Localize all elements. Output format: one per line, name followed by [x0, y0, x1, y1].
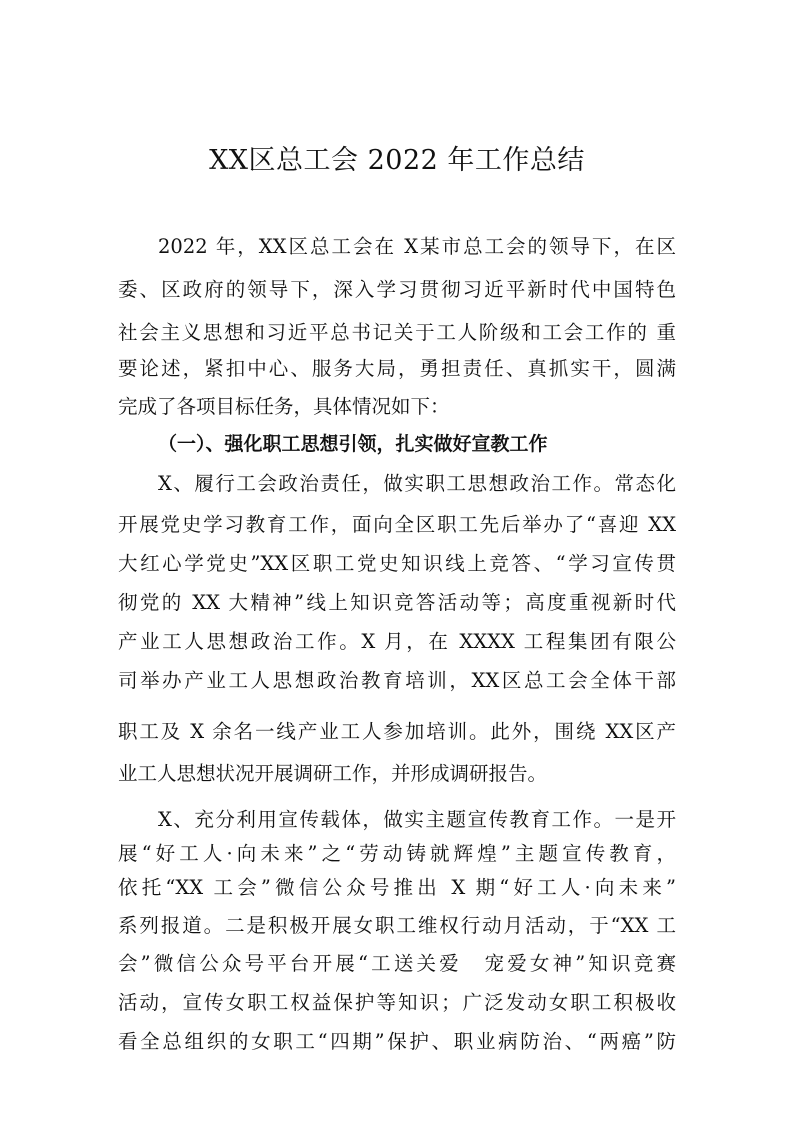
para1-line-7: 职工及 X 余名一线产业工人参加培训。此外，围绕 XX区产 [118, 720, 676, 743]
intro-line-1: 2022 年，XX区总工会在 X某市总工会的领导下，在区 [158, 235, 676, 258]
para2-line-4: 系列报道。二是积极开展女职工维权行动月活动，于“XX 工 [118, 914, 676, 937]
document-title: XX区总工会 2022 年工作总结 [209, 145, 585, 176]
intro-line-2: 委、区政府的领导下，深入学习贯彻习近平新时代中国特色 [118, 278, 676, 301]
para2-line-2: 展“好工人·向未来”之“劳动铸就辉煌”主题宣传教育， [118, 842, 676, 865]
intro-line-4: 要论述，紧扣中心、服务大局，勇担责任、真抓实干，圆满 [118, 357, 676, 380]
para2-line-6: 活动，宣传女职工权益保护等知识；广泛发动女职工积极收 [118, 991, 676, 1014]
para1-line-4: 彻党的 XX 大精神”线上知识竞答活动等；高度重视新时代 [118, 591, 676, 614]
para2-line-7: 看全总组织的女职工“四期”保护、职业病防治、“两癌”防 [118, 1030, 676, 1053]
para2-line-1: X、充分利用宣传载体，做实主题宣传教育工作。一是开 [158, 808, 676, 831]
section-heading: （一）、强化职工思想引领，扎实做好宣教工作 [158, 433, 548, 455]
para1-line-2: 开展党史学习教育工作，面向全区职工先后举办了“喜迎 XX [118, 513, 676, 536]
para1-line-1: X、履行工会政治责任，做实职工思想政治工作。常态化 [158, 472, 676, 495]
para1-line-8: 业工人思想状况开展调研工作，并形成调研报告。 [118, 762, 548, 785]
para2-line-3: 依托“XX 工会”微信公众号推出 X 期“好工人·向未来” [118, 876, 676, 899]
intro-line-3: 社会主义思想和习近平总书记关于工人阶级和工会工作的 重 [118, 321, 676, 344]
para1-line-5: 产业工人思想政治工作。X 月，在 XXXX 工程集团有限公 [118, 630, 676, 653]
intro-line-5: 完成了各项目标任务，具体情况如下： [118, 395, 450, 418]
para1-line-3: 大红心学党史”XX区职工党史知识线上竞答、“学习宣传贯 [118, 552, 676, 575]
para2-line-5: 会”微信公众号平台开展“工送关爱 宠爱女神”知识竞赛 [118, 952, 676, 975]
para1-line-6: 司举办产业工人思想政治教育培训，XX区总工会全体干部 [118, 669, 676, 692]
